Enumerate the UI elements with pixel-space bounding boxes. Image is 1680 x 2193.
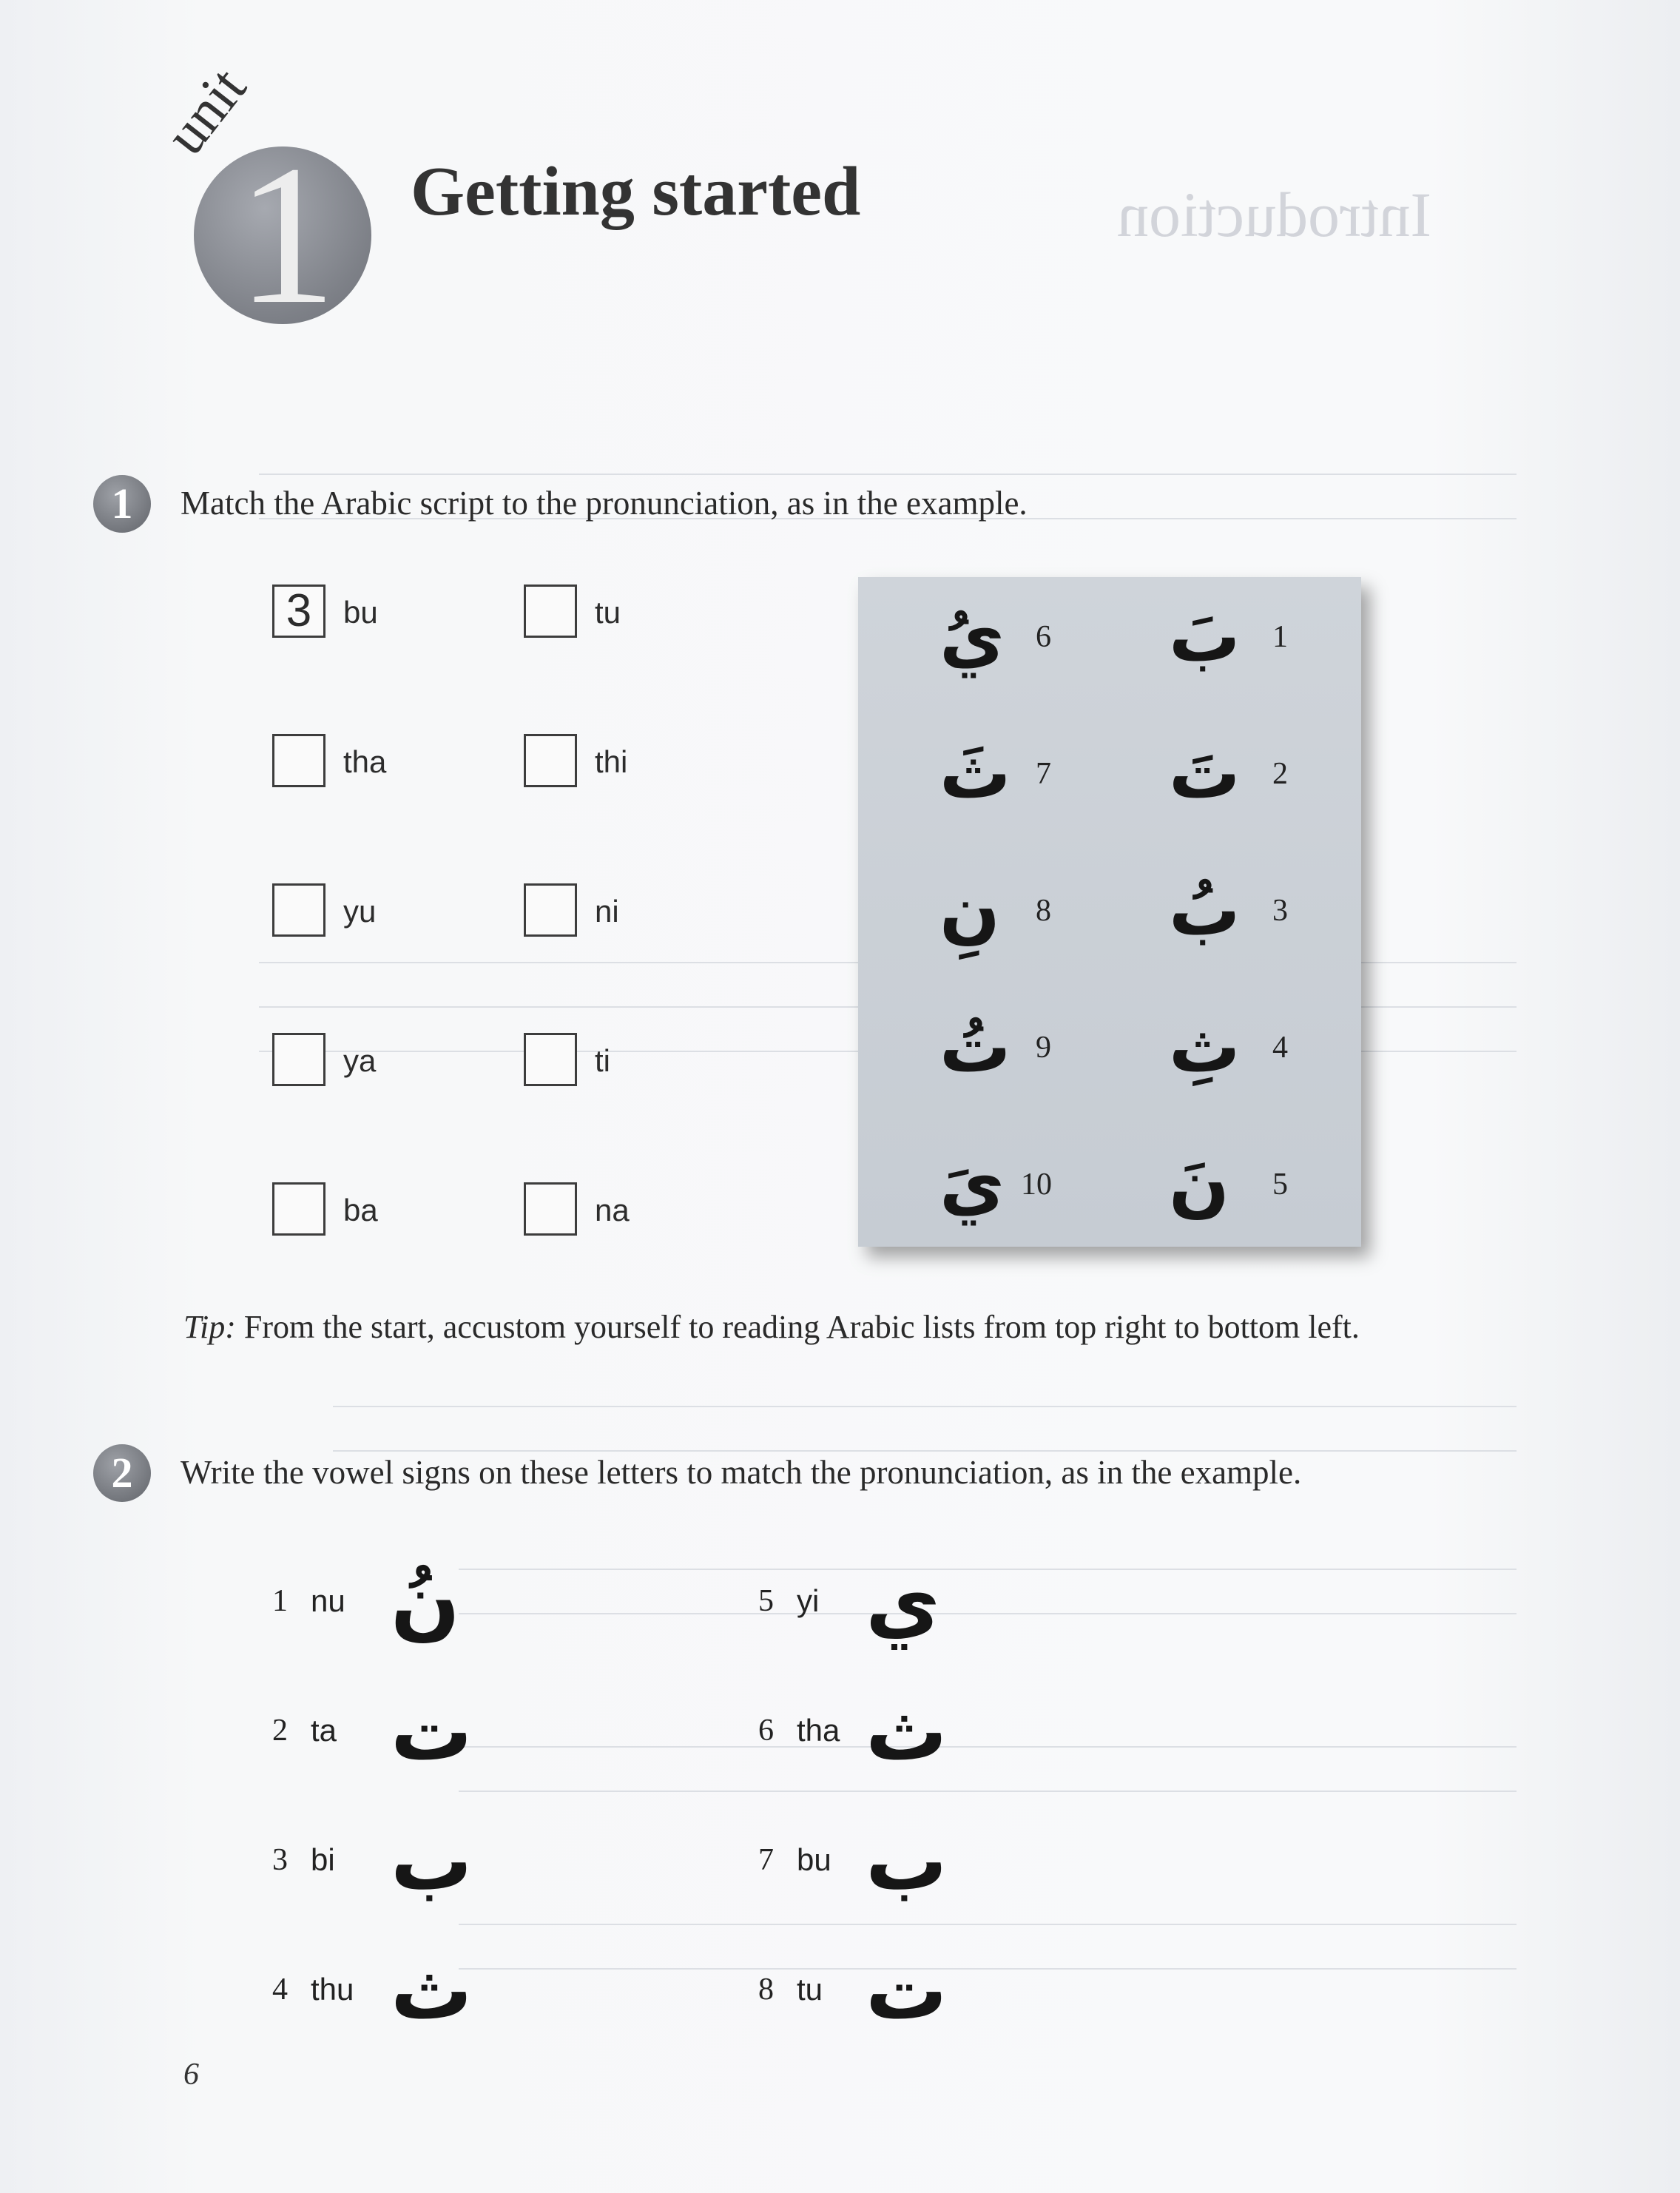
arabic-item <box>917 999 1139 1095</box>
vowel-item-number: 8 <box>758 1973 774 2007</box>
answer-checkbox[interactable] <box>272 883 325 937</box>
arabic-item-number: 1 <box>1272 620 1288 654</box>
exercise-1-number-badge: 1 <box>93 475 151 533</box>
vowel-item-number: 4 <box>272 1973 288 2007</box>
vowel-item-pronunciation: ta <box>311 1713 337 1748</box>
unit-label: unit <box>152 55 259 166</box>
arabic-item <box>917 862 1139 958</box>
vowel-item-pronunciation: tha <box>797 1713 840 1748</box>
arabic-item-number: 7 <box>1036 757 1051 791</box>
arabic-letter[interactable]: ي <box>866 1554 940 1649</box>
answer-checkbox[interactable] <box>524 883 577 937</box>
show-through-line <box>459 1791 1517 1792</box>
answer-checkbox[interactable] <box>524 1182 577 1236</box>
tip-text <box>183 1308 1360 1346</box>
arabic-glyph: تُ <box>939 1005 1011 1088</box>
option-label: ya <box>343 1043 377 1078</box>
arabic-item <box>1124 1136 1346 1232</box>
show-through-heading: Introduction <box>1117 179 1432 250</box>
show-through-line <box>333 1406 1517 1407</box>
vowel-item-pronunciation: tu <box>797 1972 823 2007</box>
arabic-letter[interactable]: نُ <box>391 1554 460 1649</box>
arabic-item-number: 2 <box>1272 757 1288 791</box>
tip-prefix: Tip: <box>183 1309 236 1345</box>
show-through-line <box>459 1968 1517 1970</box>
answer-checkbox[interactable] <box>524 1033 577 1086</box>
option-label: thi <box>595 744 628 779</box>
show-through-line <box>333 1450 1517 1452</box>
arabic-item-number: 9 <box>1036 1031 1051 1065</box>
arabic-letter[interactable]: ت <box>866 1943 948 2038</box>
arabic-glyph: ثَ <box>939 732 1011 815</box>
answer-checkbox[interactable] <box>524 734 577 787</box>
vowel-item-number: 2 <box>272 1714 288 1748</box>
unit-number: 1 <box>237 124 337 346</box>
arabic-item-number: 10 <box>1021 1168 1052 1202</box>
arabic-letter[interactable]: ب <box>866 1813 948 1908</box>
option-label: yu <box>343 894 377 929</box>
arabic-glyph: تَ <box>1169 732 1241 815</box>
exercise-2-number-badge: 2 <box>93 1444 151 1502</box>
option-label: ti <box>595 1043 610 1078</box>
vowel-item-number: 6 <box>758 1714 774 1748</box>
option-label: ba <box>343 1193 378 1227</box>
vowel-item-pronunciation: bi <box>311 1842 335 1877</box>
arabic-item <box>1124 588 1346 684</box>
option-label: tha <box>343 744 387 779</box>
arabic-letter[interactable]: ب <box>391 1813 473 1908</box>
answer-checkbox[interactable] <box>272 1182 325 1236</box>
answer-checkbox[interactable] <box>272 1033 325 1086</box>
arabic-item <box>1124 862 1346 958</box>
arabic-glyph: بُ <box>1169 869 1241 951</box>
page-number: 6 <box>183 2058 199 2092</box>
show-through-line <box>259 474 1517 475</box>
arabic-item-number: 3 <box>1272 894 1288 928</box>
unit-title: Getting started <box>411 153 861 230</box>
arabic-glyph: نِ <box>939 869 1000 951</box>
answer-checkbox[interactable] <box>524 585 577 638</box>
arabic-item-number: 4 <box>1272 1031 1288 1065</box>
answer-checkbox[interactable]: 3 <box>272 585 325 638</box>
arabic-item-number: 8 <box>1036 894 1051 928</box>
exercise-2-instruction: Write the vowel signs on these letters to match the pronunciation, as in the example. <box>181 1454 1302 1491</box>
option-label: ni <box>595 894 619 929</box>
vowel-item-pronunciation: nu <box>311 1583 345 1618</box>
show-through-line <box>459 1924 1517 1925</box>
vowel-item-number: 7 <box>758 1843 774 1877</box>
arabic-item <box>917 725 1139 821</box>
arabic-glyph: نَ <box>1169 1142 1229 1225</box>
arabic-script-panel <box>858 577 1361 1247</box>
option-label: tu <box>595 595 621 630</box>
arabic-item-number: 5 <box>1272 1168 1288 1202</box>
arabic-letter[interactable]: ث <box>391 1943 473 2038</box>
vowel-item-pronunciation: yi <box>797 1583 820 1618</box>
vowel-item-number: 3 <box>272 1843 288 1877</box>
arabic-item <box>1124 725 1346 821</box>
arabic-item-number: 6 <box>1036 620 1051 654</box>
arabic-letter[interactable]: ت <box>391 1684 473 1779</box>
option-label: na <box>595 1193 630 1227</box>
arabic-glyph: يُ <box>939 595 1005 678</box>
show-through-line <box>459 1613 1517 1614</box>
tip-body: From the start, accustom yourself to reading Arabic lists from top right to bottom left. <box>235 1309 1360 1345</box>
vowel-item-number: 5 <box>758 1584 774 1618</box>
arabic-glyph: ثِ <box>1169 1005 1241 1088</box>
arabic-glyph: يَ <box>939 1142 1005 1225</box>
vowel-item-pronunciation: bu <box>797 1842 831 1877</box>
arabic-letter[interactable]: ث <box>866 1684 948 1779</box>
exercise-1-instruction: Match the Arabic script to the pronunciation, as in the example. <box>181 485 1028 522</box>
option-label: bu <box>343 595 378 630</box>
show-through-line <box>459 1569 1517 1570</box>
vowel-item-number: 1 <box>272 1584 288 1618</box>
arabic-item <box>917 1136 1139 1232</box>
arabic-item <box>917 588 1139 684</box>
arabic-item <box>1124 999 1346 1095</box>
answer-checkbox[interactable] <box>272 734 325 787</box>
vowel-item-pronunciation: thu <box>311 1972 354 2007</box>
show-through-line <box>459 1746 1517 1748</box>
arabic-glyph: بَ <box>1169 595 1241 678</box>
